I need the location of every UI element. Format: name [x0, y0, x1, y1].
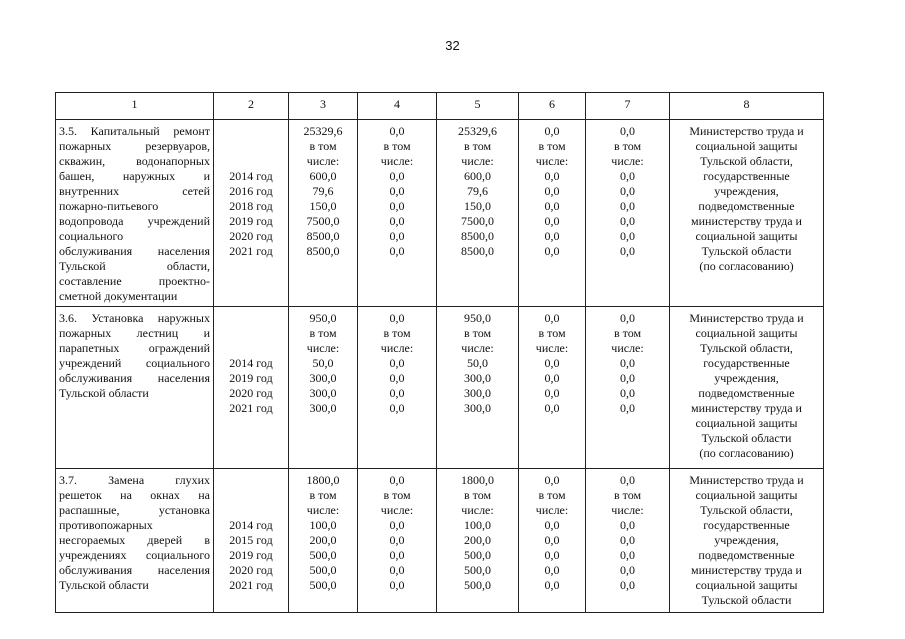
cell-line: 0,0 — [389, 244, 405, 258]
cell-line: 1800,0 — [461, 473, 494, 487]
cell-line: 0,0 — [389, 371, 405, 385]
program-table — [55, 92, 824, 613]
executor-cell — [670, 307, 824, 469]
cell-line — [217, 488, 285, 503]
measure-description — [56, 469, 214, 613]
cell-line: 2019 год — [229, 214, 273, 228]
page-number: 32 — [445, 38, 460, 53]
cell-line: социальной защиты — [695, 416, 798, 430]
cell-line: 79,6 — [467, 184, 488, 198]
cell-line: башен, наружных и — [59, 169, 210, 183]
cell-line: 300,0 — [309, 401, 337, 415]
cell-line: 200,0 — [464, 533, 491, 547]
cell-line: 0,0 — [389, 184, 405, 198]
cell-line: 0,0 — [544, 184, 560, 198]
cell-line: 2019 год — [229, 548, 273, 562]
cell-line: 950,0 — [464, 311, 491, 325]
executor-cell — [670, 469, 824, 613]
cell-line: 2014 год — [229, 356, 273, 370]
cell-line: числе: — [461, 503, 494, 517]
cell-line: 0,0 — [544, 356, 560, 370]
header-cell: 6 — [519, 93, 586, 120]
cell-line: социальной защиты — [695, 488, 798, 502]
cell-line: 300,0 — [464, 371, 491, 385]
cell-line: 0,0 — [620, 244, 635, 258]
cell-line: 0,0 — [389, 518, 405, 532]
cell-line: 0,0 — [389, 473, 405, 487]
cell-line: в том — [463, 139, 492, 153]
measure-description — [56, 307, 214, 469]
cell-line: (по согласованию) — [699, 446, 794, 460]
cell-line: 0,0 — [544, 311, 560, 325]
regional-budget-cell — [437, 307, 519, 469]
cell-line: 2021 год — [229, 578, 273, 592]
cell-line: обслуживания населения — [59, 244, 210, 258]
table-row — [56, 120, 824, 307]
cell-line: 500,0 — [309, 548, 337, 562]
cell-line: 0,0 — [389, 578, 405, 592]
cell-line: в том — [613, 139, 642, 153]
cell-line: в том — [463, 326, 492, 340]
cell-line: 100,0 — [464, 518, 491, 532]
total-amount-cell — [289, 307, 358, 469]
cell-line: 0,0 — [389, 548, 405, 562]
cell-line: учреждениях социального — [59, 548, 210, 562]
cell-line — [217, 473, 285, 488]
cell-line: 0,0 — [389, 563, 405, 577]
cell-line: Тульской области — [701, 593, 792, 607]
cell-line — [217, 503, 285, 518]
cell-line: 950,0 — [309, 311, 337, 325]
table-header-row — [56, 93, 824, 120]
cell-line: пожарных лестниц и — [59, 326, 210, 340]
cell-line: числе: — [306, 341, 340, 355]
cell-line: 0,0 — [620, 548, 635, 562]
cell-line: 0,0 — [544, 578, 560, 592]
cell-line: внутренних сетей — [59, 184, 210, 198]
cell-line: водопровода учреждений — [59, 214, 210, 228]
cell-line: 79,6 — [312, 184, 334, 198]
cell-line: 300,0 — [464, 386, 491, 400]
cell-line: 0,0 — [544, 386, 560, 400]
cell-line: 150,0 — [464, 199, 491, 213]
cell-line: 25329,6 — [303, 124, 343, 138]
cell-line: 0,0 — [620, 371, 635, 385]
cell-line: 0,0 — [389, 356, 405, 370]
table-row — [56, 469, 824, 613]
local-budget-cell — [519, 120, 586, 307]
cell-line: подведомственные — [698, 199, 795, 213]
header-cell: 1 — [56, 93, 214, 120]
cell-line: числе: — [461, 154, 494, 168]
cell-line: социальной защиты — [695, 229, 798, 243]
cell-line: числе: — [306, 154, 340, 168]
cell-line: (по согласованию) — [699, 259, 794, 273]
cell-line: 2020 год — [229, 563, 273, 577]
table-row — [56, 307, 824, 469]
cell-line: пожарных резервуаров, — [59, 139, 210, 153]
cell-line: министерству труда и — [691, 214, 802, 228]
cell-line: противопожарных — [59, 518, 153, 532]
cell-line: социальной защиты — [695, 578, 798, 592]
cell-line — [217, 139, 285, 154]
cell-line: учреждения, — [714, 184, 779, 198]
cell-line: Тульской области, — [700, 154, 793, 168]
cell-line: решеток на окнах на — [59, 488, 210, 502]
total-amount-cell — [289, 469, 358, 613]
cell-line: 300,0 — [464, 401, 491, 415]
cell-line: Министерство труда и — [689, 473, 804, 487]
cell-line: подведомственные — [698, 386, 795, 400]
cell-line: в том — [538, 488, 566, 502]
cell-line: 500,0 — [309, 578, 337, 592]
cell-line: 600,0 — [309, 169, 337, 183]
cell-line: 0,0 — [544, 548, 560, 562]
cell-line: 500,0 — [464, 548, 491, 562]
cell-line: 2021 год — [229, 244, 273, 258]
cell-line: 0,0 — [620, 184, 635, 198]
cell-line: Тульской области — [59, 386, 149, 400]
header-cell: 7 — [586, 93, 670, 120]
cell-line: 0,0 — [544, 371, 560, 385]
cell-line: 8500,0 — [461, 244, 494, 258]
cell-line: 1800,0 — [306, 473, 340, 487]
cell-line: 50,0 — [312, 356, 334, 370]
years-cell — [214, 120, 289, 307]
cell-line: Министерство труда и — [689, 311, 804, 325]
cell-line: подведомственные — [698, 548, 795, 562]
executor-cell — [670, 120, 824, 307]
cell-line: 0,0 — [544, 124, 560, 138]
cell-line: 0,0 — [620, 578, 635, 592]
federal-budget-cell — [358, 469, 437, 613]
cell-line: в том — [613, 488, 642, 502]
cell-line: 0,0 — [544, 229, 560, 243]
cell-line: парапетных ограждений — [59, 341, 210, 355]
cell-line: 2020 год — [229, 229, 273, 243]
cell-line — [217, 154, 285, 169]
header-cell: 3 — [289, 93, 358, 120]
cell-line: Тульской области — [701, 244, 792, 258]
cell-line: 0,0 — [620, 169, 635, 183]
cell-line: в том — [309, 326, 337, 340]
cell-line: государственные — [703, 518, 790, 532]
cell-line: 500,0 — [464, 563, 491, 577]
cell-line: 2021 год — [229, 401, 273, 415]
cell-line: 0,0 — [620, 473, 635, 487]
cell-line: обслуживания населения — [59, 371, 210, 385]
other-sources-cell — [586, 307, 670, 469]
cell-line: 0,0 — [544, 563, 560, 577]
cell-line: 500,0 — [464, 578, 491, 592]
cell-line: числе: — [611, 154, 644, 168]
cell-line: числе: — [611, 503, 644, 517]
cell-line: в том — [538, 139, 566, 153]
cell-line: 0,0 — [389, 229, 405, 243]
cell-line: 7500,0 — [306, 214, 340, 228]
cell-line: в том — [309, 139, 337, 153]
cell-line: 7500,0 — [461, 214, 494, 228]
cell-line: 0,0 — [389, 533, 405, 547]
cell-line: числе: — [611, 341, 644, 355]
cell-line: числе: — [535, 154, 569, 168]
cell-line: в том — [463, 488, 492, 502]
header-cell: 4 — [358, 93, 437, 120]
cell-line: 0,0 — [620, 356, 635, 370]
cell-line: 0,0 — [620, 386, 635, 400]
cell-line — [217, 311, 285, 326]
cell-line: 0,0 — [389, 401, 405, 415]
cell-line: в том — [538, 326, 566, 340]
cell-line: 3.6. Установка наружных — [59, 311, 210, 325]
cell-line: Тульской области — [59, 578, 149, 592]
cell-line: 0,0 — [544, 199, 560, 213]
cell-line: 0,0 — [620, 199, 635, 213]
cell-line: 500,0 — [309, 563, 337, 577]
cell-line: 0,0 — [389, 214, 405, 228]
cell-line: 8500,0 — [306, 244, 340, 258]
cell-line: составление проектно- — [59, 274, 210, 288]
cell-line: 0,0 — [544, 169, 560, 183]
cell-line: в том — [383, 139, 411, 153]
other-sources-cell — [586, 469, 670, 613]
years-cell — [214, 307, 289, 469]
cell-line: 0,0 — [544, 533, 560, 547]
cell-line: 0,0 — [620, 518, 635, 532]
cell-line: 0,0 — [620, 401, 635, 415]
cell-line: 2019 год — [229, 371, 273, 385]
cell-line: числе: — [380, 341, 414, 355]
cell-line: 3.7. Замена глухих — [59, 473, 210, 487]
measure-description — [56, 120, 214, 307]
cell-line: 150,0 — [309, 199, 337, 213]
cell-line: несгораемых дверей в — [59, 533, 210, 547]
cell-line — [217, 124, 285, 139]
cell-line: 300,0 — [309, 386, 337, 400]
federal-budget-cell — [358, 120, 437, 307]
cell-line: распашные, установка — [59, 503, 210, 517]
cell-line: Тульской области, — [700, 341, 793, 355]
cell-line: 2014 год — [229, 169, 273, 183]
cell-line: 2014 год — [229, 518, 273, 532]
total-amount-cell — [289, 120, 358, 307]
cell-line: сметной документации — [59, 289, 178, 303]
cell-line: 0,0 — [620, 311, 635, 325]
cell-line: 200,0 — [309, 533, 337, 547]
cell-line: в том — [309, 488, 337, 502]
cell-line: 100,0 — [309, 518, 337, 532]
cell-line: учреждения, — [714, 533, 779, 547]
regional-budget-cell — [437, 120, 519, 307]
cell-line: 2015 год — [229, 533, 273, 547]
cell-line: 8500,0 — [461, 229, 494, 243]
cell-line: в том — [613, 326, 642, 340]
cell-line: числе: — [535, 503, 569, 517]
cell-line: 0,0 — [544, 401, 560, 415]
cell-line: 0,0 — [389, 199, 405, 213]
cell-line: социального — [59, 229, 124, 243]
cell-line: обслуживания населения — [59, 563, 210, 577]
cell-line: 25329,6 — [458, 124, 497, 138]
cell-line: 600,0 — [464, 169, 491, 183]
cell-line: 0,0 — [544, 244, 560, 258]
cell-line: числе: — [461, 341, 494, 355]
cell-line: Тульской области, — [59, 259, 210, 273]
cell-line: 50,0 — [467, 356, 488, 370]
cell-line: министерству труда и — [691, 401, 802, 415]
cell-line: 2020 год — [229, 386, 273, 400]
cell-line: 0,0 — [544, 473, 560, 487]
cell-line: 3.5. Капитальный ремонт — [59, 124, 210, 138]
cell-line: 0,0 — [620, 533, 635, 547]
federal-budget-cell — [358, 307, 437, 469]
cell-line: в том — [383, 326, 411, 340]
header-cell: 8 — [670, 93, 824, 120]
cell-line: в том — [383, 488, 411, 502]
cell-line: 0,0 — [620, 124, 635, 138]
cell-line: учреждений социального — [59, 356, 210, 370]
cell-line: числе: — [306, 503, 340, 517]
cell-line: Тульской области, — [700, 503, 793, 517]
cell-line: числе: — [535, 341, 569, 355]
cell-line: 0,0 — [389, 124, 405, 138]
header-cell: 2 — [214, 93, 289, 120]
cell-line: числе: — [380, 503, 414, 517]
cell-line: 2016 год — [229, 184, 273, 198]
cell-line: скважин, водонапорных — [59, 154, 210, 168]
cell-line: 0,0 — [620, 214, 635, 228]
cell-line: министерству труда и — [691, 563, 802, 577]
cell-line: социальной защиты — [695, 139, 798, 153]
cell-line — [217, 341, 285, 356]
regional-budget-cell — [437, 469, 519, 613]
years-cell — [214, 469, 289, 613]
cell-line: 0,0 — [620, 563, 635, 577]
cell-line: 0,0 — [389, 386, 405, 400]
cell-line: социальной защиты — [695, 326, 798, 340]
cell-line — [217, 326, 285, 341]
local-budget-cell — [519, 307, 586, 469]
cell-line: 2018 год — [229, 199, 273, 213]
cell-line: государственные — [703, 169, 790, 183]
header-cell: 5 — [437, 93, 519, 120]
cell-line: 0,0 — [620, 229, 635, 243]
cell-line: государственные — [703, 356, 790, 370]
cell-line: 300,0 — [309, 371, 337, 385]
cell-line: пожарно-питьевого — [59, 199, 159, 213]
local-budget-cell — [519, 469, 586, 613]
cell-line: 8500,0 — [306, 229, 340, 243]
cell-line: 0,0 — [544, 518, 560, 532]
other-sources-cell — [586, 120, 670, 307]
cell-line: 0,0 — [389, 169, 405, 183]
cell-line: 0,0 — [389, 311, 405, 325]
cell-line: Министерство труда и — [689, 124, 804, 138]
cell-line: учреждения, — [714, 371, 779, 385]
cell-line: 0,0 — [544, 214, 560, 228]
cell-line: Тульской области — [701, 431, 792, 445]
cell-line: числе: — [380, 154, 414, 168]
